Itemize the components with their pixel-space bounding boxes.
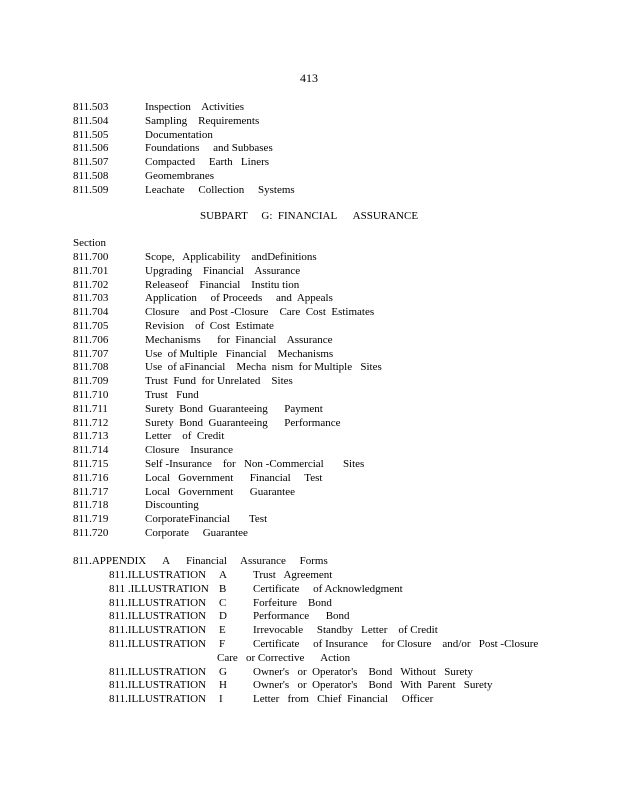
list-item: [73, 279, 543, 293]
illustration-title: Irrevocable Standby Letter of Credit: [253, 624, 438, 637]
section-title: Compacted Earth Liners: [145, 156, 270, 169]
list-item: [73, 292, 543, 306]
section-code: 811.505: [73, 128, 109, 141]
illustration-code: 811.ILLUSTRATION: [109, 624, 207, 637]
list-item: [109, 624, 549, 638]
illustration-letter: I: [219, 693, 223, 706]
appendix-heading: 811.APPENDIX A Financial Assurance Forms: [73, 555, 328, 567]
section-code: 811.506: [73, 142, 109, 155]
page-number: 413: [300, 71, 318, 85]
section-title: Corporate Guarantee: [145, 526, 248, 539]
illustration-code: 811.ILLUSTRATION: [109, 693, 207, 706]
illustration-letter: G: [219, 665, 227, 678]
illustration-letter: H: [219, 679, 227, 692]
list-item: [73, 251, 543, 265]
illustration-code: 811 .ILLUSTRATION: [109, 582, 209, 595]
list-item: [73, 334, 543, 348]
list-item: [73, 403, 543, 417]
list-item: [73, 527, 543, 541]
illustration-code: 811.ILLUSTRATION: [109, 665, 207, 678]
illustration-letter: F: [219, 637, 226, 650]
section-code: 811.704: [73, 306, 109, 319]
illustration-title-continuation: Care or Corrective Action: [217, 651, 351, 664]
list-item: [73, 430, 543, 444]
subpart-heading: SUBPART G: FINANCIAL ASSURANCE: [200, 210, 419, 222]
list-item: [73, 101, 543, 115]
illustration-code: 811.ILLUSTRATION: [109, 596, 207, 609]
list-item: [73, 115, 543, 129]
section-code: 811.715: [73, 457, 109, 470]
illustration-title: Certificate of Insurance for Closure and/or Post -Closure: [253, 637, 539, 650]
section-title: Leachate Collection Systems: [145, 183, 295, 196]
section-code: 811.720: [73, 526, 109, 539]
subpart-section-list: [73, 251, 543, 541]
section-code: 811.717: [73, 485, 109, 498]
section-code: 811.712: [73, 416, 109, 429]
illustration-title: Letter from Chief Financial Officer: [253, 693, 434, 706]
illustration-letter: B: [219, 582, 227, 595]
list-item: [73, 513, 543, 527]
section-code: 811.507: [73, 156, 109, 169]
illustration-letter: C: [219, 596, 227, 609]
section-code: 811.716: [73, 471, 109, 484]
list-item: [73, 375, 543, 389]
list-item: [109, 693, 549, 707]
list-item: [109, 679, 549, 693]
list-item: [73, 129, 543, 143]
section-code: 811.718: [73, 499, 109, 512]
section-title: Use of Multiple Financial Mechanisms: [145, 347, 334, 360]
list-item: [73, 361, 543, 375]
illustration-title: Certificate of Acknowledgment: [253, 582, 403, 595]
section-title: Application of Proceeds and Appeals: [145, 292, 333, 305]
list-item: [73, 417, 543, 431]
section-title: Local Government Guarantee: [145, 485, 295, 498]
top-section-list: [73, 101, 543, 198]
list-item: [73, 265, 543, 279]
section-code: 811.707: [73, 347, 109, 360]
section-title: Foundations and Subbases: [145, 142, 273, 155]
list-item: [73, 184, 543, 198]
list-item: [73, 170, 543, 184]
list-item: [73, 320, 543, 334]
section-code: 811.719: [73, 513, 109, 526]
section-code: 811.508: [73, 169, 109, 182]
illustration-code: 811.ILLUSTRATION: [109, 637, 207, 650]
illustration-title: Performance Bond: [253, 610, 350, 623]
list-item: [73, 142, 543, 156]
illustration-list: [109, 569, 549, 707]
illustration-title: Forfeiture Bond: [253, 596, 332, 609]
section-code: 811.703: [73, 292, 109, 305]
list-item: [73, 306, 543, 320]
section-title: Closure Insurance: [145, 444, 233, 457]
section-code: 811.709: [73, 375, 109, 388]
section-code: 811.706: [73, 333, 109, 346]
section-title: CorporateFinancial Test: [145, 513, 268, 526]
section-title: Sampling Requirements: [145, 114, 260, 127]
section-title: Releaseof Financial Institu tion: [145, 278, 300, 291]
list-item: [73, 499, 543, 513]
section-title: Surety Bond Guaranteeing Payment: [145, 402, 323, 415]
list-item: [73, 389, 543, 403]
section-code: 811.710: [73, 388, 109, 401]
section-title: Discounting: [145, 499, 199, 512]
section-title: Self -Insurance for Non -Commercial Sites: [145, 457, 365, 470]
section-title: Letter of Credit: [145, 430, 225, 443]
section-code: 811.504: [73, 114, 109, 127]
section-code: 811.705: [73, 319, 109, 332]
list-item: [73, 156, 543, 170]
section-title: Mechanisms for Financial Assurance: [145, 333, 333, 346]
section-title: Trust Fund for Unrelated Sites: [145, 375, 293, 388]
section-title: Trust Fund: [145, 388, 199, 401]
section-code: 811.714: [73, 444, 109, 457]
section-title: Geomembranes: [145, 169, 215, 182]
illustration-title: Trust Agreement: [253, 569, 333, 581]
section-title: Scope, Applicability andDefinitions: [145, 251, 317, 263]
illustration-code: 811.ILLUSTRATION: [109, 569, 207, 581]
list-item: [109, 597, 549, 611]
section-code: 811.701: [73, 264, 109, 277]
illustration-letter: D: [219, 610, 227, 623]
list-item: [73, 348, 543, 362]
section-title: Documentation: [145, 128, 213, 141]
section-title: Revision of Cost Estimate: [145, 319, 274, 332]
list-item: [73, 472, 543, 486]
section-title: Surety Bond Guaranteeing Performance: [145, 416, 341, 429]
illustration-title: Owner's or Operator's Bond With Parent Surety: [253, 679, 493, 692]
list-item: [109, 610, 549, 624]
section-code: 811.713: [73, 430, 109, 443]
list-item: [73, 458, 543, 472]
list-item: [73, 444, 543, 458]
section-code: 811.509: [73, 183, 109, 196]
list-item: [109, 569, 549, 583]
section-title: Use of aFinancial Mecha nism for Multiple Sites: [145, 361, 382, 374]
list-item: [109, 583, 549, 597]
list-item: [109, 666, 549, 680]
section-code: 811.700: [73, 251, 109, 263]
illustration-letter: E: [219, 624, 226, 637]
section-title: Upgrading Financial Assurance: [145, 264, 301, 277]
list-item: [73, 486, 543, 500]
list-item: [109, 638, 549, 652]
illustration-code: 811.ILLUSTRATION: [109, 610, 207, 623]
illustration-title: Owner's or Operator's Bond Without Surety: [253, 665, 473, 678]
illustration-letter: A: [219, 569, 227, 581]
section-code: 811.711: [73, 402, 108, 415]
section-title: Closure and Post -Closure Care Cost Estimates: [145, 306, 375, 319]
section-code: 811.503: [73, 101, 109, 113]
section-title: Local Government Financial Test: [145, 471, 323, 484]
illustration-code: 811.ILLUSTRATION: [109, 679, 207, 692]
section-title: Inspection Activities: [145, 101, 244, 113]
section-code: 811.702: [73, 278, 109, 291]
section-label: Section: [73, 237, 106, 249]
section-code: 811.708: [73, 361, 109, 374]
